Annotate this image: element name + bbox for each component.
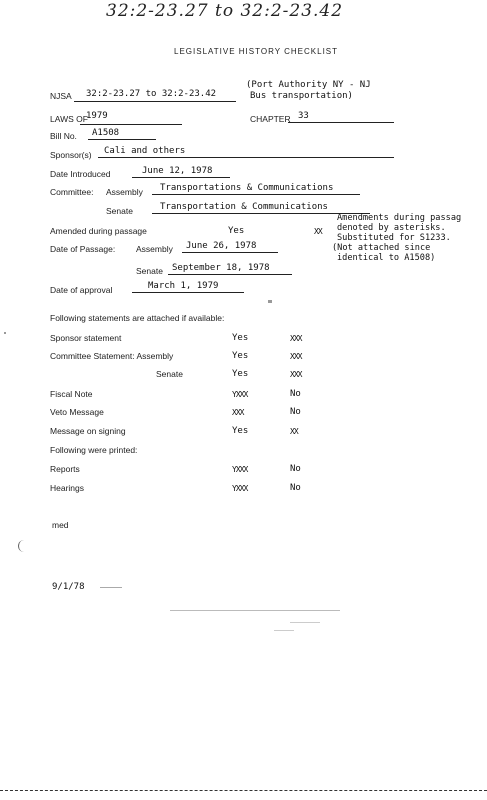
statement-row-no: XXX	[290, 370, 302, 379]
statement-row-label: Senate	[156, 369, 183, 379]
passage-senate-label: Senate	[136, 266, 163, 276]
bill-value: A1508	[92, 128, 120, 138]
amend-note-2: denoted by asterisks.	[337, 223, 446, 233]
statement-row-label: Veto Message	[50, 407, 104, 417]
date-introduced-underline	[132, 177, 230, 178]
chapter-value: 33	[298, 111, 309, 121]
amend-note-5: identical to A1508)	[337, 253, 436, 263]
statement-row-label: Fiscal Note	[50, 389, 93, 399]
amend-note-1: Amendments during passag	[337, 213, 462, 223]
statement-row-yes: Yes	[232, 369, 249, 379]
laws-underline	[80, 124, 182, 125]
printed-row-label: Reports	[50, 464, 80, 474]
chapter-underline	[288, 122, 394, 123]
passage-assembly-value: June 26, 1978	[186, 241, 257, 251]
scan-streak	[290, 622, 320, 623]
date-introduced-label: Date Introduced	[50, 169, 111, 179]
scan-streak	[274, 630, 294, 631]
bill-underline	[88, 139, 156, 140]
passage-senate-underline	[168, 274, 292, 275]
committee-senate-value: Transportation & Communications	[160, 202, 328, 212]
statement-row-label: Committee Statement: Assembly	[50, 351, 174, 361]
printed-intro: Following were printed:	[50, 445, 138, 455]
sponsor-value: Cali and others	[104, 146, 186, 156]
laws-label: LAWS OF	[50, 114, 88, 124]
amended-no-mark: XX	[314, 227, 322, 236]
printed-row-yes: YXXX	[232, 484, 248, 493]
committee-assembly-label: Assembly	[106, 187, 143, 197]
approval-value: March 1, 1979	[148, 281, 219, 291]
printed-row-yes: YXXX	[232, 465, 248, 474]
sponsor-label: Sponsor(s)	[50, 150, 92, 160]
statement-row-label: Message on signing	[50, 426, 126, 436]
amended-yes: Yes	[228, 226, 245, 236]
date-introduced-value: June 12, 1978	[142, 166, 213, 176]
passage-senate-value: September 18, 1978	[172, 263, 270, 273]
statement-row-no: XX	[290, 427, 298, 436]
initials: med	[52, 520, 69, 530]
scan-streak	[100, 587, 122, 588]
printed-row-no: No	[290, 483, 301, 493]
statement-row-yes: Yes	[232, 426, 249, 436]
statements-intro: Following statements are attached if available:	[50, 313, 225, 323]
scan-speck	[4, 332, 6, 334]
printed-row-no: No	[290, 464, 301, 474]
committee-senate-label: Senate	[106, 206, 133, 216]
committee-assembly-underline	[152, 194, 360, 195]
scan-speck	[268, 300, 272, 303]
njsa-note-line2: Bus transportation)	[250, 91, 353, 101]
amended-label: Amended during passage	[50, 226, 147, 236]
passage-assembly-underline	[182, 252, 278, 253]
approval-underline	[132, 292, 244, 293]
amend-note-4: (Not attached since	[332, 243, 431, 253]
statement-row-label: Sponsor statement	[50, 333, 122, 343]
statement-row-yes: XXX	[232, 408, 244, 417]
approval-label: Date of approval	[50, 285, 113, 295]
sponsor-underline	[98, 157, 394, 158]
page-heading: LEGISLATIVE HISTORY CHECKLIST	[174, 47, 339, 56]
footer-date: 9/1/78	[52, 582, 85, 592]
passage-assembly-label: Assembly	[136, 244, 173, 254]
statement-row-no: XXX	[290, 334, 302, 343]
njsa-underline	[74, 101, 236, 102]
njsa-note-line1: (Port Authority NY - NJ	[246, 80, 371, 90]
chapter-label: CHAPTER	[250, 114, 291, 124]
committee-assembly-value: Transportations & Communications	[160, 183, 334, 193]
bill-label: Bill No.	[50, 131, 77, 141]
bottom-dashed-line	[0, 790, 487, 791]
njsa-label: NJSA	[50, 91, 72, 101]
statement-row-no: No	[290, 389, 301, 399]
amend-note-3: Substituted for S1233.	[337, 233, 451, 243]
statement-row-yes: Yes	[232, 351, 249, 361]
handwritten-title: 32:2-23.27 to 32:2-23.42	[106, 1, 344, 21]
statement-row-no: No	[290, 407, 301, 417]
scan-mark-bracket	[18, 540, 27, 552]
statement-row-yes: YXXX	[232, 390, 248, 399]
laws-value: 1979	[86, 111, 108, 121]
statement-row-yes: Yes	[232, 333, 249, 343]
njsa-value: 32:2-23.27 to 32:2-23.42	[86, 89, 217, 99]
statement-row-no: XXX	[290, 352, 302, 361]
printed-row-label: Hearings	[50, 483, 85, 493]
scan-streak	[170, 610, 340, 611]
committee-label: Committee:	[50, 187, 94, 197]
passage-label: Date of Passage:	[50, 244, 116, 254]
